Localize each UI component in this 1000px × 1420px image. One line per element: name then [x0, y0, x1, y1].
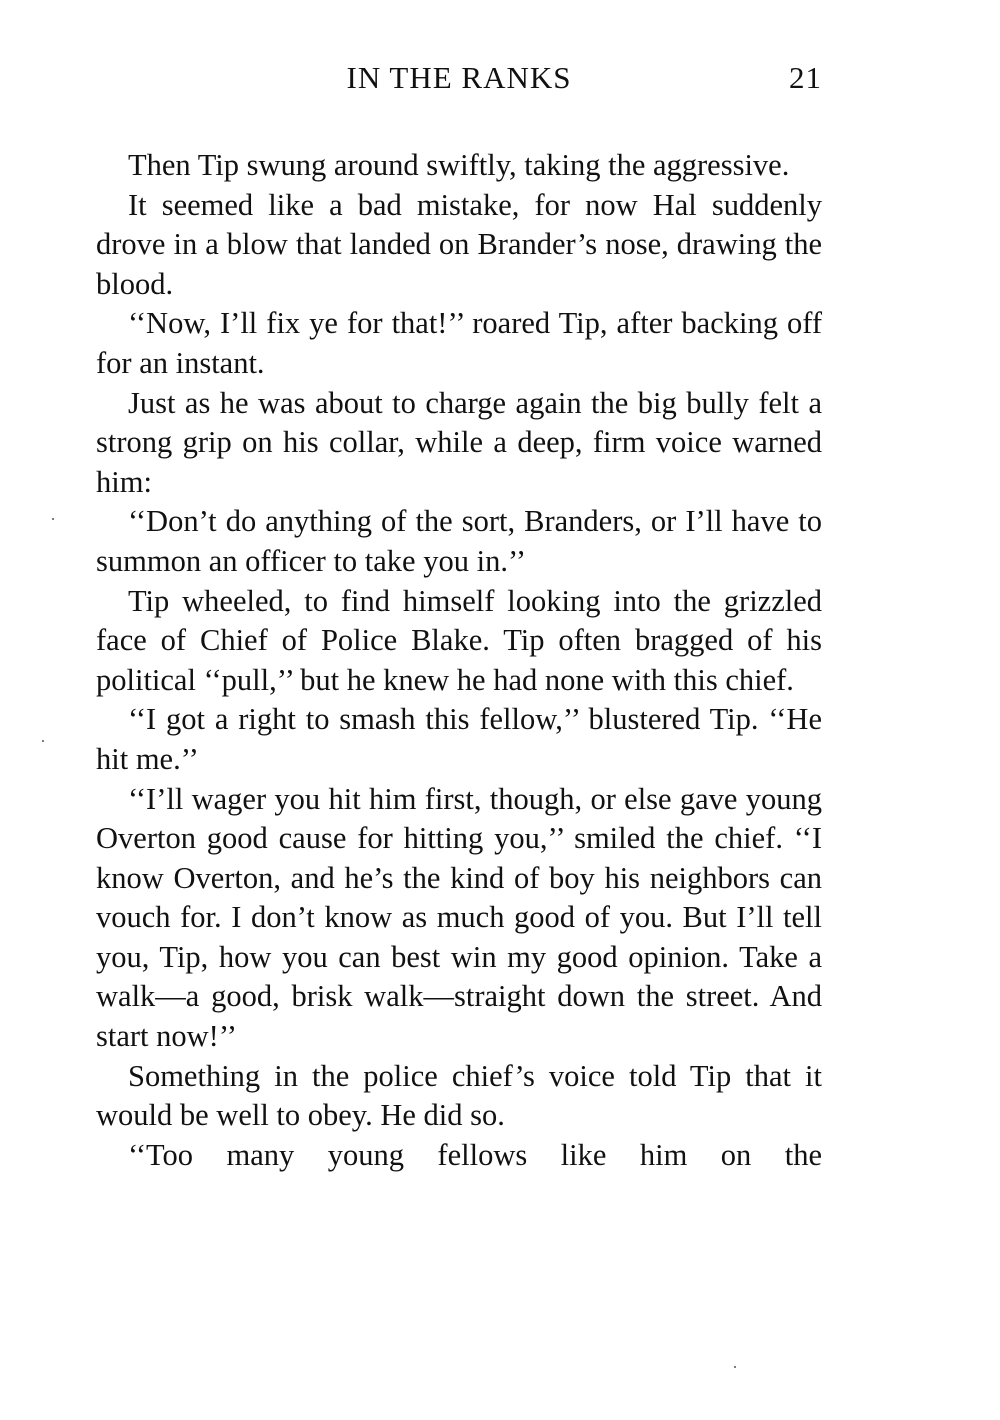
body-text: [96, 146, 822, 1175]
paragraph: Just as he was about to charge again the big bully felt a strong grip on his collar, while a deep, firm voice warned him:: [96, 385, 822, 499]
paragraph: ‘‘I got a right to smash this fellow,’’ blustered Tip. ‘‘He hit me.’’: [96, 702, 822, 776]
paragraph: ‘‘Don’t do anything of the sort, Branders, or I’ll have to summon an officer to take you in.’’: [96, 504, 822, 578]
book-page: [96, 58, 822, 1175]
paragraph: Something in the police chief’s voice told Tip that it would be well to obey. He did so.: [96, 1058, 822, 1133]
paragraph: Tip wheeled, to find himself looking into the grizzled face of Chief of Police Blake. Tip often bragged of his political ‘‘pull,’’ but he knew he had none with this chief.: [96, 583, 822, 697]
paragraph: Then Tip swung around swiftly, taking the aggressive.: [128, 148, 790, 182]
page-speck: [734, 1366, 736, 1368]
paragraph: ‘‘Now, I’ll fix ye for that!’’ roared Tip, after backing off for an instant.: [96, 306, 822, 380]
paragraph: ‘‘I’ll wager you hit him first, though, or else gave young Overton good cause for hitting you,’’ smiled the chief. ‘‘I know Overton, and he’s the kind of boy his neighbors can vouch for. I don’t know as much good of you. But I’ll tell you, Tip, how you can best win my good opinion. Take a walk—a good, brisk walk—straight down the street. And start now!’’: [96, 781, 822, 1054]
page-speck: [42, 740, 44, 742]
paragraph: ‘‘Too many young fellows like him on the: [128, 1137, 822, 1172]
paragraph: It seemed like a bad mistake, for now Hal suddenly drove in a blow that landed on Brander’s nose, drawing the blood.: [96, 187, 822, 301]
page-speck: [52, 518, 54, 520]
running-title: IN THE RANKS: [346, 60, 572, 95]
running-head: [96, 58, 822, 102]
page-number: 21: [789, 60, 822, 95]
